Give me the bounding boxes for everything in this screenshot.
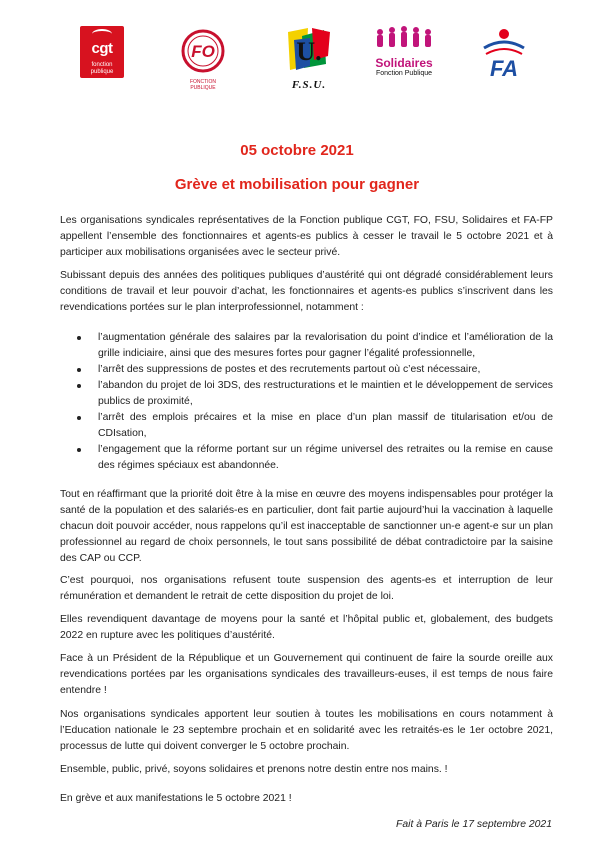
list-item: l’augmentation générale des salaires par la revalorisation du point d’indice et l’amélioration de la grille indiciaire, ainsi que des mesures fortes pour gagner l’égalité professionnelle,	[60, 330, 553, 362]
fsu-mark-icon	[284, 26, 334, 74]
bullet-icon	[77, 368, 81, 372]
bullet-icon	[77, 384, 81, 388]
signature: Fait à Paris le 17 septembre 2021	[396, 819, 552, 830]
paragraph-together: Ensemble, public, privé, soyons solidaires et prenons notre destin entre nos mains. !	[60, 764, 448, 775]
fo-logo-subtitle: FONCTION PUBLIQUE	[189, 79, 217, 91]
bullet-icon	[77, 336, 81, 340]
cgt-logo	[80, 26, 124, 78]
paragraph-context: Subissant depuis des années des politiques publiques d’austérité qui ont dégradé considérablement leurs conditions de travail et leur pouvoir d’achat, les fonctionnaires et agents-es publics s’inscrivent dans les revendications portées sur le plan interprofessionnel, notamment :	[60, 270, 553, 313]
paragraph-budget: Elles revendiquent davantage de moyens pour la santé et l’hôpital public et, globalement, des budgets 2022 en rupture avec les politiques d’austérité.	[60, 614, 553, 641]
solidaires-logo-text: Solidaires	[375, 56, 433, 70]
fa-logo-text: FA	[489, 56, 519, 80]
logo-bar	[40, 24, 560, 91]
solidaires-logo-subtitle: Fonction Publique	[375, 70, 433, 77]
cgt-bird-icon	[92, 29, 112, 39]
paragraph-support: Nos organisations syndicales apportent leur soutien à toutes les mobilisations en cours notamment à l’Education nationale le 23 septembre prochain et en solidarité avec les retraités-es le 1er octobre 2021, processus de lutte qui doivent converger le 5 octobre prochain.	[60, 709, 553, 752]
list-item: l’engagement que la réforme portant sur un régime universel des retraites ou la remise en cause des régimes spéciaux est abandonnée.	[60, 442, 553, 474]
solidaires-logo	[370, 24, 438, 80]
paragraph-government: Face à un Président de la République et un Gouvernement qui continuent de faire la sourde oreille aux revendications portées par les organisations syndicales des travailleurs-euses, il est temps de nous faire entendre !	[60, 653, 553, 696]
paragraph-intro: Les organisations syndicales représentatives de la Fonction publique CGT, FO, FSU, Solidaires et FA-FP appellent l’ensemble des fonctionnaires et agents-es publics à cesser le travail le 5 octobre 2021 et à participer aux mobilisations organisées avec le secteur privé.	[60, 215, 553, 258]
bullet-icon	[77, 448, 81, 452]
fsu-logo	[284, 26, 334, 91]
svg-text:U.: U.	[296, 37, 322, 66]
fo-circle-icon	[180, 28, 226, 74]
solidaires-people-icon	[370, 24, 438, 52]
fo-logo-text: FO	[191, 42, 215, 61]
fa-mark-icon	[480, 26, 528, 80]
cgt-logo-subtitle: fonction publique	[90, 62, 114, 75]
document-headline: Grève et mobilisation pour gagner	[174, 176, 420, 193]
list-item: l’arrêt des emplois précaires et la mise en place d’un plan massif de titularisation et/ou de CDIsation,	[60, 410, 553, 442]
fo-logo	[180, 28, 226, 91]
fsu-logo-text: F.S.U.	[291, 79, 327, 91]
fa-logo	[480, 26, 528, 80]
demands-list	[60, 330, 553, 474]
document-date: 05 octobre 2021	[240, 142, 354, 159]
list-item: l’abandon du projet de loi 3DS, des restructurations et le maintien et le développement de services publics de proximité,	[60, 378, 553, 410]
bullet-icon	[77, 416, 81, 420]
paragraph-refusal: C’est pourquoi, nos organisations refusent toute suspension des agents-es et interruption de leur rémunération et demandent le retrait de cette disposition du projet de loi.	[60, 575, 553, 602]
paragraph-health: Tout en réaffirmant que la priorité doit être à la mise en œuvre des moyens indispensables pour protéger la santé de la population et des salariés-es en particulier, dont fait partie aujourd’hui la vaccination à laquelle chacun doit pouvoir accéder, nous rappelons qu’il est inacceptable de sanctionner un-e agent-e sur un plan professionnel au regard de choix personnels, le tout sans possibilité de débat contradictoire par la saisine des CAP ou CCP.	[60, 489, 553, 564]
cgt-logo-text: cgt	[91, 40, 113, 57]
list-item: l’arrêt des suppressions de postes et des recrutements partout où c’est nécessaire,	[60, 362, 553, 378]
paragraph-strike-call: En grève et aux manifestations le 5 octobre 2021 !	[60, 793, 292, 804]
